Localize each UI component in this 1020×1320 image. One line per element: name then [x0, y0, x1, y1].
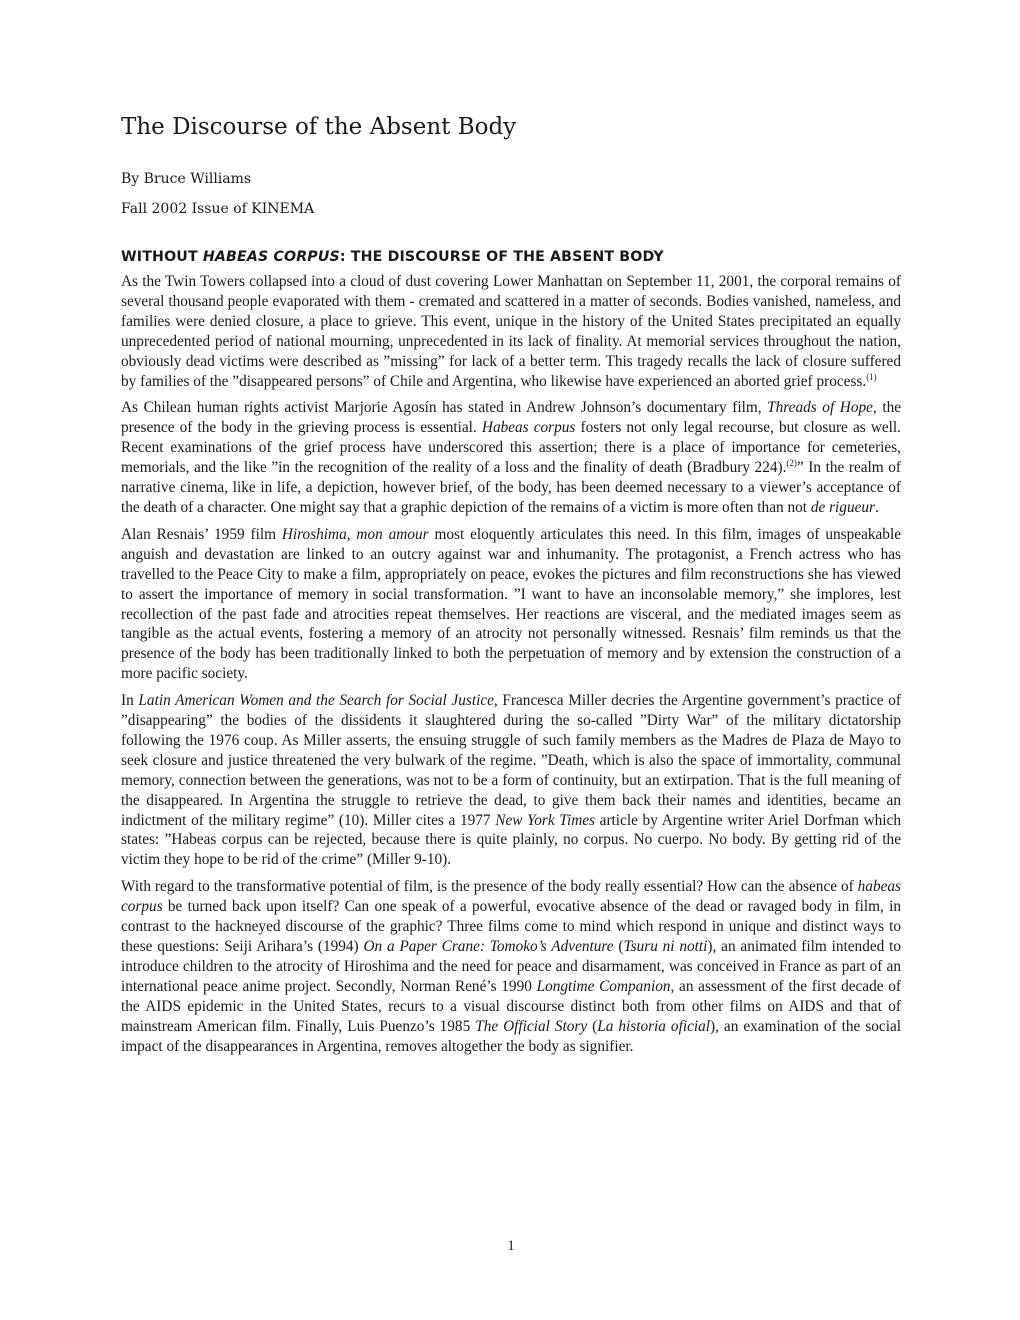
paragraph-text: Alan Resnais’ 1959 film	[121, 525, 282, 543]
footnote-ref-2[interactable]: (2)	[786, 458, 797, 469]
section-heading-suffix: : THE DISCOURSE OF THE ABSENT BODY	[339, 249, 664, 265]
paragraph-text: ), an animated film intended to introduce children to the atrocity of Hiroshima and the need for peace and disarmament, was conceived in France as part of an international peace anime project. Secondly, Norman René’s 1990	[121, 938, 901, 995]
publication-new-york-times: New York Times	[495, 811, 595, 829]
article-body	[121, 272, 901, 1063]
section-heading	[121, 249, 664, 265]
film-title-threads-of-hope: Threads of Hope	[767, 399, 873, 417]
book-title-latin-american-women: Latin American Women and the Search for Social Justice	[138, 692, 494, 710]
paragraph-text: be turned back upon itself? Can one speak of a powerful, evocative absence of the dead or ravaged body in film, in contrast to the hackneyed discourse of the graphic? Three films come to mind which respond in unique and distinct ways to these questions: Seiji Arihara’s (1994)	[121, 898, 901, 955]
paragraph-4	[121, 691, 901, 870]
film-title-the-official-story: The Official Story	[475, 1017, 588, 1035]
paragraph-text: fosters not only legal recourse, but closure as well. Recent examinations of the grief process have underscored this assertion; there is a place of importance for cemeteries, memorials, and the like ”in the recognition of the reality of a loss and the finality of death (Bradbury 224).	[121, 419, 901, 477]
paragraph-text: most eloquently articulates this need. In this film, images of unspeakable anguish and devastation are linked to an outcry against war and inhumanity. The protagonist, a French actress who has travelled to the Peace City to make a film, appropriately on peace, evokes the pictures and film reconstructions she has viewed to assert the importance of memory in social transformation. ”I want to have an inconsolable memory,” she implores, lest recollection of the past fade and atrocities repeat themselves. Her reactions are visceral, and the mediated images seem as tangible as the actual events, fostering a memory of an atrocity not personally witnessed. Resnais’ film reminds us that the presence of the body has been traditionally linked to both the perpetuation of memory and by extension the construction of a more pacific society.	[121, 525, 901, 683]
article-title: The Discourse of the Absent Body	[121, 114, 517, 140]
term-de-rigueur: de rigueur	[810, 498, 875, 516]
section-heading-emphasis: HABEAS CORPUS	[202, 249, 340, 265]
paragraph-text: As Chilean human rights activist Marjorie Agosín has stated in Andrew Johnson’s documentary film,	[121, 399, 768, 417]
author-byline: By Bruce Williams	[121, 171, 252, 187]
section-heading-prefix: WITHOUT	[121, 249, 203, 265]
paragraph-text: , the presence of the body in the grieving process is essential.	[121, 399, 902, 437]
paragraph-1	[121, 272, 901, 391]
page-number: 1	[507, 1238, 515, 1254]
paragraph-text: , an assessment of the first decade of the AIDS epidemic in the United States, recurs to a visual discourse distinct both from other films on AIDS and that of mainstream American film. Finally, Luis Puenzo’s 1985	[121, 977, 901, 1035]
term-habeas-corpus: Habeas corpus	[481, 419, 576, 437]
term-habeas-corpus: habeas corpus	[121, 878, 901, 916]
paragraph-3	[121, 525, 901, 684]
film-title-on-a-paper-crane: On a Paper Crane: Tomoko’s Adventure	[363, 938, 614, 955]
film-title-longtime-companion: Longtime Companion	[536, 977, 671, 995]
paragraph-text: , Francesca Miller decries the Argentine government’s practice of ”disappearing” the bodies of the dissidents it slaughtered during the so-called ”Dirty War” of the military dictatorship following the 1976 coup. As Miller asserts, the ensuing struggle of such family members as the Madres de Plaza de Mayo to seek closure and justice threatened the very bulwark of the regime. ”Death, which is also the space of immortality, communal memory, connection between the generations, was not to be a form of continuity, but an extirpation. That is the full meaning of the disappeared. In Argentina the struggle to retrieve the dead, to give them back their names and identities, became an indictment of the military regime” (10). Miller cites a 1977	[121, 692, 901, 829]
film-title-hiroshima-mon-amour: Hiroshima, mon amour	[281, 525, 429, 543]
paragraph-text: article by Argentine writer Ariel Dorfman which states: ”Habeas corpus can be rejected, because there is quite plainly, no corpus. No cuerpo. No body. By getting rid of the victim they hope to be rid of the crime” (Miller 9-10).	[121, 811, 901, 869]
film-title-la-historia-oficial: La historia oficial	[597, 1017, 711, 1035]
footnote-ref-1[interactable]: (1)	[866, 371, 877, 382]
paragraph-text: With regard to the transformative potential of film, is the presence of the body really essential? How can the absence of	[121, 878, 858, 896]
paragraph-text: (	[613, 938, 624, 955]
paragraph-text: In	[121, 692, 139, 710]
paragraph-5	[121, 877, 901, 1056]
paragraph-2	[121, 398, 901, 517]
paragraph-text: ” In the realm of narrative cinema, like in life, a depiction, however brief, of the body, has been deemed necessary to a viewer’s acceptance of the death of a character. One might say that a graphic depiction of the remains of a victim is more often than not	[121, 459, 901, 516]
paragraph-text: As the Twin Towers collapsed into a cloud of dust covering Lower Manhattan on September 11, 2001, the corporal remains of several thousand people evaporated with them - cremated and scattered in a matter of seconds. Bodies vanished, nameless, and families were denied closure, a place to grieve. This event, unique in the history of the United States precipitated an equally unprecedented period of national mourning, unprecedented in its lack of finality. At memorial services throughout the nation, obviously dead victims were described as ”missing” for lack of a better term. This tragedy recalls the lack of closure suffered by families of the ”disappeared persons” of Chile and Argentina, who likewise have experienced an aborted grief process.	[121, 273, 901, 390]
paragraph-text: .	[874, 498, 879, 516]
film-title-tsuru-ni-notti: Tsuru ni notti	[623, 938, 708, 955]
issue-line: Fall 2002 Issue of KINEMA	[121, 201, 315, 217]
paragraph-text: (	[587, 1017, 598, 1035]
paragraph-text: ), an examination of the social impact of the disappearances in Argentina, removes altogether the body as signifier.	[121, 1017, 902, 1055]
